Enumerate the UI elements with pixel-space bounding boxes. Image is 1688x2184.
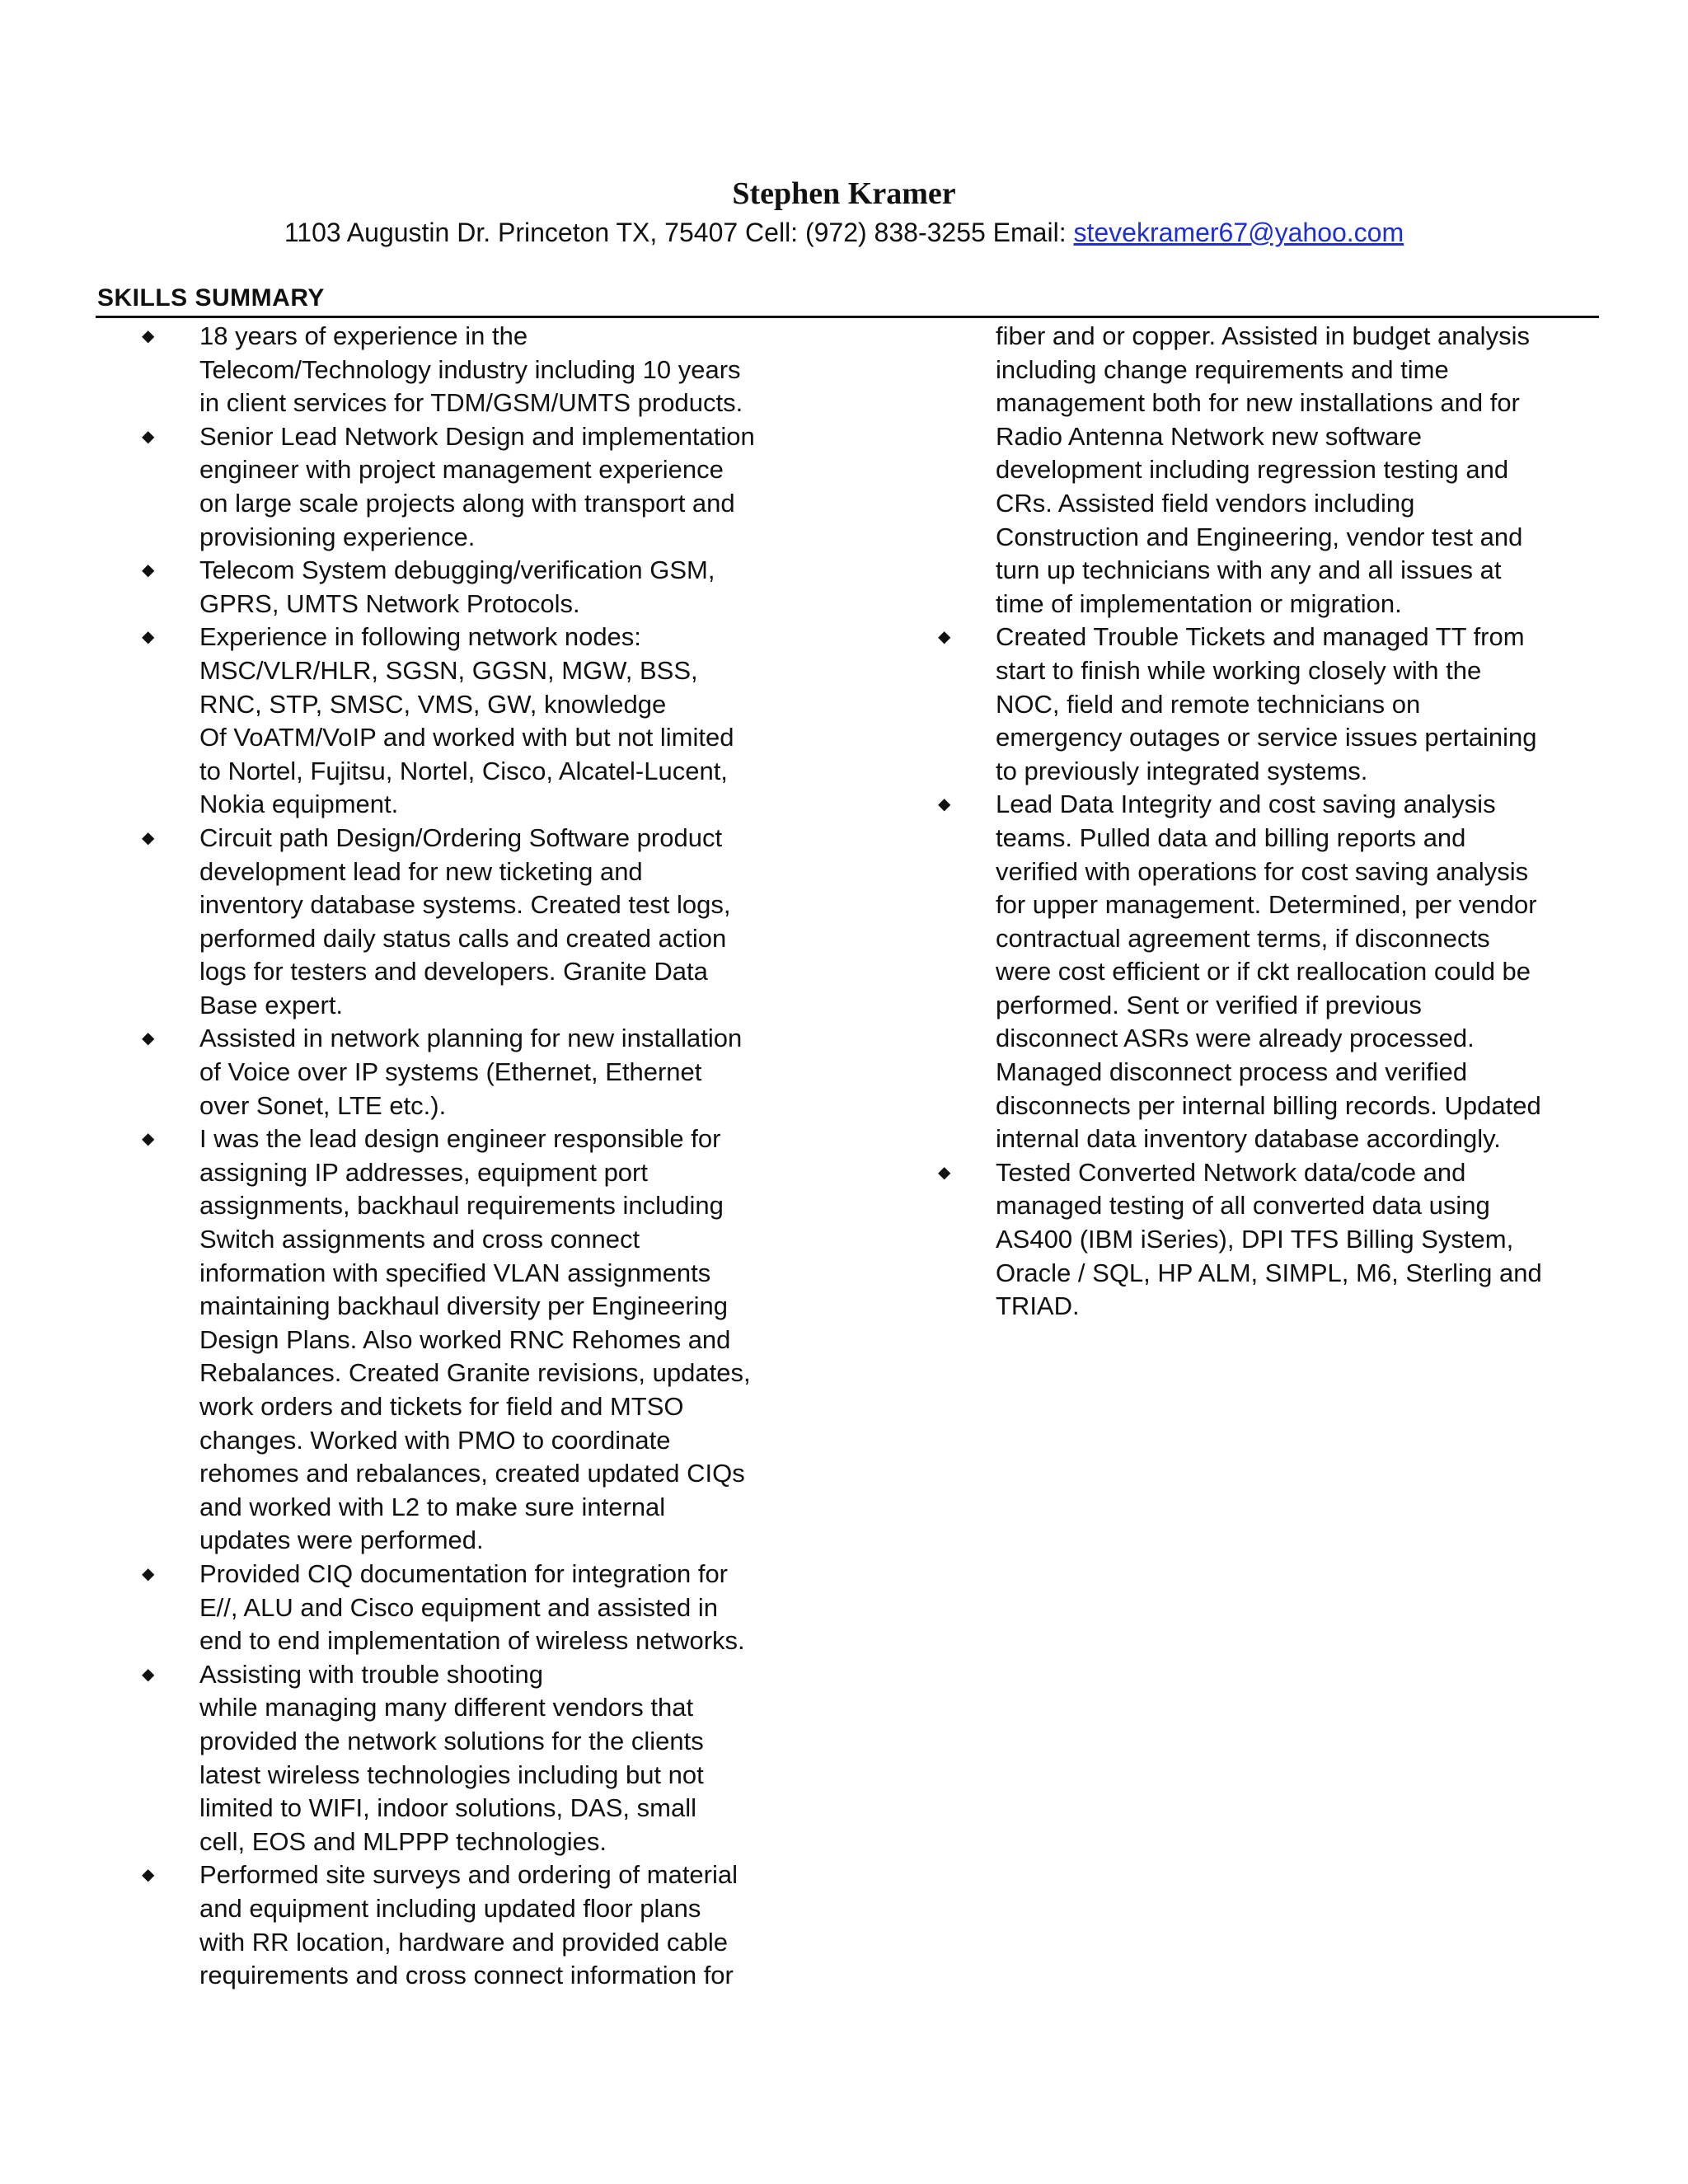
bullet-diamond-icon: ◆ [142, 1029, 155, 1048]
bullet-diamond-icon: ◆ [938, 628, 951, 647]
skill-item [142, 1122, 826, 1558]
skill-item [938, 621, 1622, 788]
skill-item [142, 420, 826, 554]
skill-text: I was the lead design engineer responsible for assigning IP addresses, equipment port assignments, backhaul requirements including Switch assignments and cross connect information with specified VLAN assignments maintaining backhaul diversity per Engineering Design Plans. Also worked RNC Rehomes and Rebalances. Created Granite revisions, updates, work orders and tickets for field and MTSO changes. Worked with PMO to coordinate rehomes and rebalances, created updated CIQs and worked with L2 to make sure internal updates were performed. [199, 1124, 751, 1555]
section-divider [96, 316, 1599, 318]
candidate-name: Stephen Kramer [732, 176, 956, 211]
contact-line [0, 216, 1688, 249]
bullet-diamond-icon: ◆ [938, 1163, 951, 1182]
skill-item [142, 1858, 826, 1992]
skill-text: Performed site surveys and ordering of material and equipment including updated floor plans with RR location, hardware and provided cable requirements and cross connect information for [199, 1860, 738, 1990]
skills-column-right [938, 320, 1622, 1324]
skill-text: Assisting with trouble shooting while managing many different vendors that provided the network solutions for the clients latest wireless technologies including but not limited to WIFI, indoor solutions, DAS, small cell, EOS and MLPPP technologies. [199, 1659, 704, 1856]
skill-text: Lead Data Integrity and cost saving analysis teams. Pulled data and billing reports and verified with operations for cost saving analysis for upper management. Determined, per vendor contractual agreement terms, if disconnects were cost efficient or if ckt reallocation could be performed. Sent or verified if previous disconnect ASRs were already processed. Managed disconnect process and verified disconnects per internal billing records. Updated internal data inventory database accordingly. [996, 790, 1541, 1154]
skill-text: Experience in following network nodes: MSC/VLR/HLR, SGSN, GGSN, MGW, BSS, RNC, STP, SMSC, VMS, GW, knowledge Of VoATM/VoIP and worked with but not limited to Nortel, Fujitsu, Nortel, Cisco, Alcatel-Lucent, Nokia equipment. [199, 622, 734, 819]
skill-text: Provided CIQ documentation for integration for E//, ALU and Cisco equipment and assisted in end to end implementation of wireless networks. [199, 1558, 745, 1656]
section-title-skills-summary: SKILLS SUMMARY [97, 284, 325, 312]
skill-text: Created Trouble Tickets and managed TT from start to finish while working closely with the NOC, field and remote technicians on emergency outages or service issues pertaining to previously integrated systems. [996, 622, 1537, 785]
skill-item [938, 1156, 1622, 1324]
bullet-diamond-icon: ◆ [142, 327, 155, 345]
bullet-diamond-icon: ◆ [142, 427, 155, 446]
bullet-diamond-icon: ◆ [142, 1665, 155, 1684]
skill-text: Circuit path Design/Ordering Software product development lead for new ticketing and inventory database systems. Created test logs, performed daily status calls and created action logs for testers and developers. Granite Data Base expert. [199, 823, 731, 1019]
skill-item [142, 1022, 826, 1122]
bullet-diamond-icon: ◆ [142, 561, 155, 580]
skill-text: Assisted in network planning for new installation of Voice over IP systems (Ethernet, Ethernet over Sonet, LTE etc.). [199, 1024, 743, 1120]
skill-item [938, 788, 1622, 1156]
skill-item [142, 320, 826, 420]
bullet-diamond-icon: ◆ [142, 1564, 155, 1583]
contact-details: 1103 Augustin Dr. Princeton TX, 75407 Cell: (972) 838-3255 Email: [284, 218, 1074, 247]
bullet-diamond-icon: ◆ [142, 1130, 155, 1149]
skill-text: Senior Lead Network Design and implementation engineer with project management experience on large scale projects along with transport and provisioning experience. [199, 421, 755, 551]
skill-item [142, 1658, 826, 1859]
skill-item [142, 822, 826, 1023]
skills-column-left [142, 320, 826, 1993]
skill-text: 18 years of experience in the Telecom/Technology industry including 10 years in client services for TDM/GSM/UMTS products. [199, 321, 743, 418]
bullet-diamond-icon: ◆ [142, 1866, 155, 1885]
skill-text: fiber and or copper. Assisted in budget analysis including change requirements and time management both for new installations and for Radio Antenna Network new software development including regression testing and CRs. Assisted field vendors including Construction and Engineering, vendor test and turn up technicians with any and all issues at time of implementation or migration. [996, 321, 1530, 618]
bullet-diamond-icon: ◆ [938, 795, 951, 814]
email-link[interactable]: stevekramer67@yahoo.com [1073, 218, 1404, 247]
skill-item [142, 554, 826, 621]
skill-text: Tested Converted Network data/code and managed testing of all converted data using AS400 (IBM iSeries), DPI TFS Billing System, Oracle / SQL, HP ALM, SIMPL, M6, Sterling and TRIAD. [996, 1157, 1542, 1321]
bullet-diamond-icon: ◆ [142, 828, 155, 847]
skill-item-continuation [996, 320, 1622, 621]
skill-item [142, 621, 826, 822]
bullet-diamond-icon: ◆ [142, 628, 155, 647]
skill-item [142, 1558, 826, 1658]
skill-text: Telecom System debugging/verification GSM, GPRS, UMTS Network Protocols. [199, 555, 715, 618]
